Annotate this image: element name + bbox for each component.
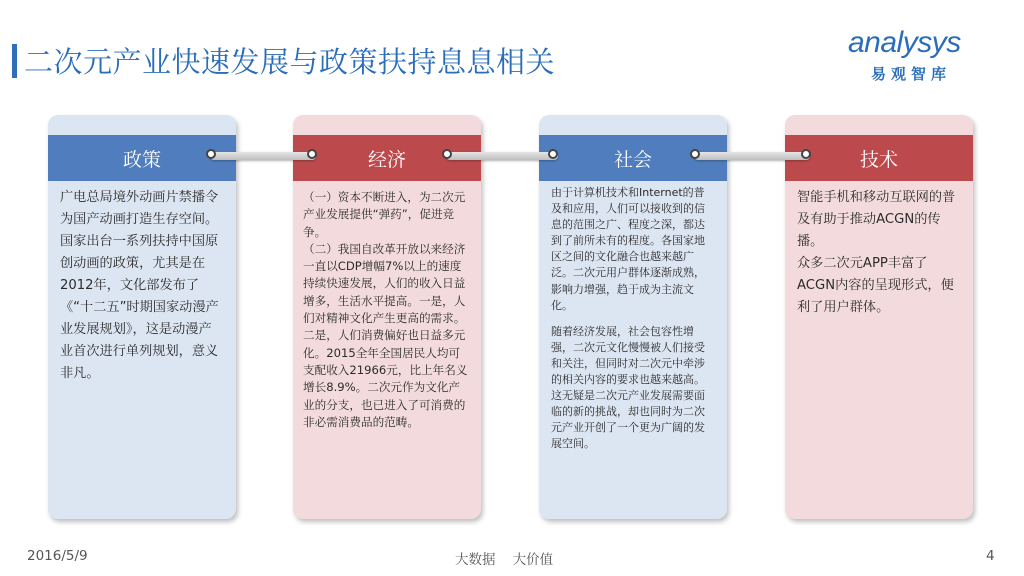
technology-heading: 技术 [785,135,973,181]
title-accent-bar [12,44,17,78]
connector-bar [694,152,810,160]
society-body [551,185,715,453]
technology-card [785,115,973,519]
footer-date: 2016/5/9 [27,548,88,564]
analysys-logo [848,26,998,88]
policy-body [60,187,224,385]
economy-heading: 经济 [293,135,481,181]
technology-body [797,187,961,319]
society-paragraph: 由于计算机技术和Internet的普及和应用，人们可以接收到的信息的范围之广、程度之深，都达到了前所未有的程度。各国家地区之间的文化融合也越来越广泛。二次元用户群体逐渐成熟，影响力增强，趋于成为主流文化。 [551,186,705,312]
page-title: 二次元产业快速发展与政策扶持息息相关 [24,45,556,79]
policy-paragraph: 国家出台一系列扶持中国原创动画的政策，尤其是在2012年，文化部发布了《“十二五”时期国家动漫产业发展规划》，这是动漫产业首次进行单列规划，意义非凡。 [60,234,219,381]
economy-paragraph: （二）我国自改革开放以来经济一直以CDP增幅7%以上的速度持续快速发展，人们的收入日益增多，生活水平提高。一是，人们对精神文化产生更高的需求。二是，人们消费偏好也日益多元化。2015全年全国居民人均可支配收入21966元，比上年名义增长8.9%。二次元作为文化产业的分支，也已进入了可消费的非必需消费品的范畴。 [303,241,468,429]
connector-knob [442,149,452,159]
connector-knob [206,149,216,159]
connector-knob [548,149,558,159]
connector-bar [210,152,316,160]
policy-card [48,115,236,519]
connector-knob [801,149,811,159]
connector-bar [446,152,558,160]
policy-heading: 政策 [48,135,236,181]
footer-slogan: 大数据 大价值 [455,552,554,568]
connector-knob [307,149,317,159]
society-paragraph: 随着经济发展，社会包容性增强，二次元文化慢慢被人们接受和关注，但同时对二次元中牵涉的相关内容的要求也越来越高。这无疑是二次元产业发展需要面临的新的挑战，却也同时为二次元产业开创了一个更为广阔的发展空间。 [551,324,705,451]
technology-paragraph: 智能手机和移动互联网的普及有助于推动ACGN的传播。 [797,190,956,249]
economy-card [293,115,481,519]
society-heading: 社会 [539,135,727,181]
technology-paragraph: 众多二次元APP丰富了ACGN内容的呈现形式，便利了用户群体。 [797,256,954,315]
connector-knob [690,149,700,159]
logo-chinese-name: 易观智库 [871,65,952,83]
society-card [539,115,727,519]
logo-wordmark: analysys [848,26,961,59]
economy-body [303,189,471,431]
policy-paragraph: 广电总局境外动画片禁播令为国产动画打造生存空间。 [60,190,219,227]
page-number: 4 [986,548,995,564]
economy-paragraph: （一）资本不断进入，为二次元产业发展提供“弹药”，促进竞争。 [303,190,466,239]
